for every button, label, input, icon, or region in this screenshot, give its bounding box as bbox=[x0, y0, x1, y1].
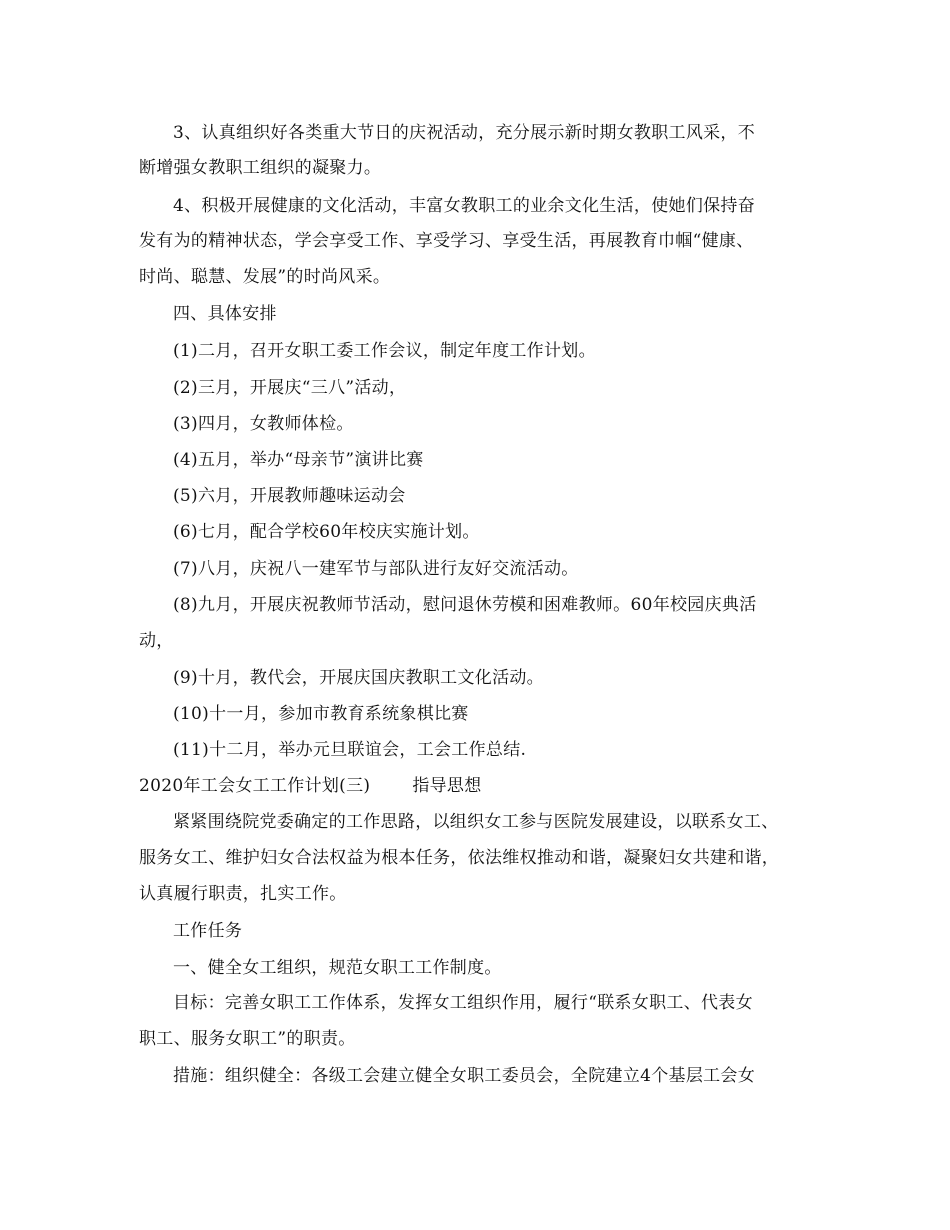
paragraph-item4-line3: 时尚、聪慧、发展”的时尚风采。 bbox=[139, 267, 391, 287]
schedule-item: (2)三月，开展庆“三八”活动， bbox=[173, 378, 407, 398]
tasks-heading: 工作任务 bbox=[173, 921, 243, 941]
schedule-item: (1)二月，召开女职工委工作会议，制定年度工作计划。 bbox=[173, 341, 596, 361]
paragraph-item3-line2: 断增强女教职工组织的凝聚力。 bbox=[139, 158, 382, 178]
schedule-item: (10)十一月，参加市教育系统象棋比赛 bbox=[173, 704, 469, 724]
plan-title: 2020年工会女工工作计划(三) bbox=[139, 776, 371, 796]
schedule-item: (7)八月，庆祝八一建军节与部队进行友好交流活动。 bbox=[173, 559, 579, 579]
schedule-item: (3)四月，女教师体检。 bbox=[173, 414, 354, 434]
schedule-item: (5)六月，开展教师趣味运动会 bbox=[173, 486, 406, 506]
plan-title-line bbox=[139, 774, 482, 798]
measure-paragraph-line1: 措施：组织健全：各级工会建立健全女职工委员会，全院建立4个基层工会女 bbox=[173, 1066, 756, 1086]
paragraph-item3-line1: 3、认真组织好各类重大节日的庆祝活动，充分展示新时期女教职工风采，不 bbox=[173, 123, 756, 143]
guiding-ideology-heading: 指导思想 bbox=[412, 776, 482, 796]
section-heading-arrangement: 四、具体安排 bbox=[173, 304, 277, 324]
guide-paragraph-line2: 服务女工、维护妇女合法权益为根本任务，依法维权推动和谐，凝聚妇女共建和谐， bbox=[139, 848, 780, 868]
task1-heading: 一、健全女工组织，规范女职工工作制度。 bbox=[173, 958, 502, 978]
schedule-item: (6)七月，配合学校60年校庆实施计划。 bbox=[173, 522, 480, 542]
schedule-item-continuation: 动， bbox=[139, 631, 174, 651]
goal-paragraph-line2: 职工、服务女职工”的职责。 bbox=[139, 1029, 356, 1049]
schedule-item: (11)十二月，举办元旦联谊会，工会工作总结. bbox=[173, 740, 527, 760]
goal-paragraph-line1: 目标：完善女职工工作体系，发挥女工组织作用，履行“联系女职工、代表女 bbox=[173, 993, 753, 1013]
schedule-item: (4)五月，举办“母亲节”演讲比赛 bbox=[173, 450, 424, 470]
guide-paragraph-line1: 紧紧围绕院党委确定的工作思路，以组织女工参与医院发展建设，以联系女工、 bbox=[173, 812, 779, 832]
guide-paragraph-line3: 认真履行职责，扎实工作。 bbox=[139, 884, 347, 904]
paragraph-item4-line1: 4、积极开展健康的文化活动，丰富女教职工的业余文化生活，使她们保持奋 bbox=[173, 196, 756, 216]
schedule-item: (8)九月，开展庆祝教师节活动，慰问退休劳模和困难教师。60年校园庆典活 bbox=[173, 595, 757, 615]
schedule-item: (9)十月，教代会，开展庆国庆教职工文化活动。 bbox=[173, 668, 544, 688]
paragraph-item4-line2: 发有为的精神状态，学会享受工作、享受学习、享受生活，再展教育巾帼“健康、 bbox=[139, 231, 754, 251]
